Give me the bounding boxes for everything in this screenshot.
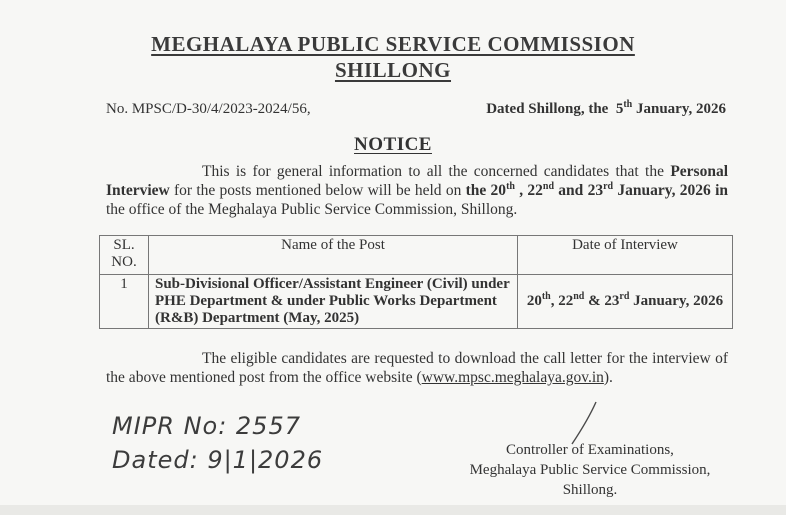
header-sl-no: SL. NO. [100,236,149,275]
signature-title: Controller of Examinations, [506,442,674,458]
row-post-name: Sub-Divisional Officer/Assistant Engineer (Civil) under PHE Department & under Public Works Department (R&B) Department (May, 2025) [149,275,518,329]
para2-end: ). [603,369,613,386]
dated-prefix: Dated Shillong, the [486,101,609,117]
para1-sup-3: rd [603,180,614,192]
row-date-rest: January, 2026 [629,293,724,309]
reference-number: No. MPSC/D-30/4/2023-2024/56, [106,101,311,117]
row-date-sup-1: th [541,291,551,302]
page-bottom-edge [0,505,786,515]
para1-text-2: for the posts mentioned below will be held on [169,182,466,199]
interview-table [99,235,733,329]
para1-date-2: , 22 [514,182,543,199]
para1-date-rest: January, 2026 in [613,182,728,199]
para1-bold-1: Personal Interview [106,163,728,199]
para1-date-1: the 20 [465,182,507,199]
row-date-3: & 23 [584,293,620,309]
para1-sup-1: th [506,180,515,192]
website-link[interactable]: www.mpsc.meghalaya.gov.in [421,369,604,386]
para2-text: The eligible candidates are requested to download the call letter for the interview of the above mentioned post from the office website ( [106,350,728,386]
signature-city: Shillong. [562,482,618,498]
para1-sup-2: nd [542,180,555,192]
header-post-name: Name of the Post [149,236,518,275]
notice-paragraph-2 [106,349,728,387]
commission-title: MEGHALAYA PUBLIC SERVICE COMMISSION [151,32,635,56]
city-title: SHILLONG [334,58,452,82]
notice-paragraph-1 [106,162,728,219]
handwritten-mipr-number: MIPR No: 2557 [112,412,301,440]
signature-stroke-path [572,402,596,444]
para1-text-1: This is for general information to all the concerned candidates that the [202,163,671,180]
notice-heading: NOTICE [354,134,432,155]
handwritten-date: Dated: 9|1|2026 [112,446,324,474]
table-row [100,275,733,329]
row-date-2: , 22 [550,293,574,309]
row-date-sup-3: rd [619,291,630,302]
dated-month-year: January, 2026 [635,101,726,117]
para1-date-3: and 23 [554,182,604,199]
para1-text-3: the office of the Meghalaya Public Service Commission, Shillong. [106,201,518,218]
row-date-1: 20 [526,293,542,309]
table-header-row [100,236,733,275]
signature-organization: Meghalaya Public Service Commission, [469,462,711,478]
dated-day-suffix: th [623,99,633,110]
dated-day: 5 [615,101,624,117]
row-sl-no: 1 [100,275,149,329]
header-interview-date: Date of Interview [518,236,733,275]
row-date-sup-2: nd [573,291,585,302]
para1-dates [466,182,728,199]
dated-line [486,101,726,118]
row-interview-date [518,275,733,329]
